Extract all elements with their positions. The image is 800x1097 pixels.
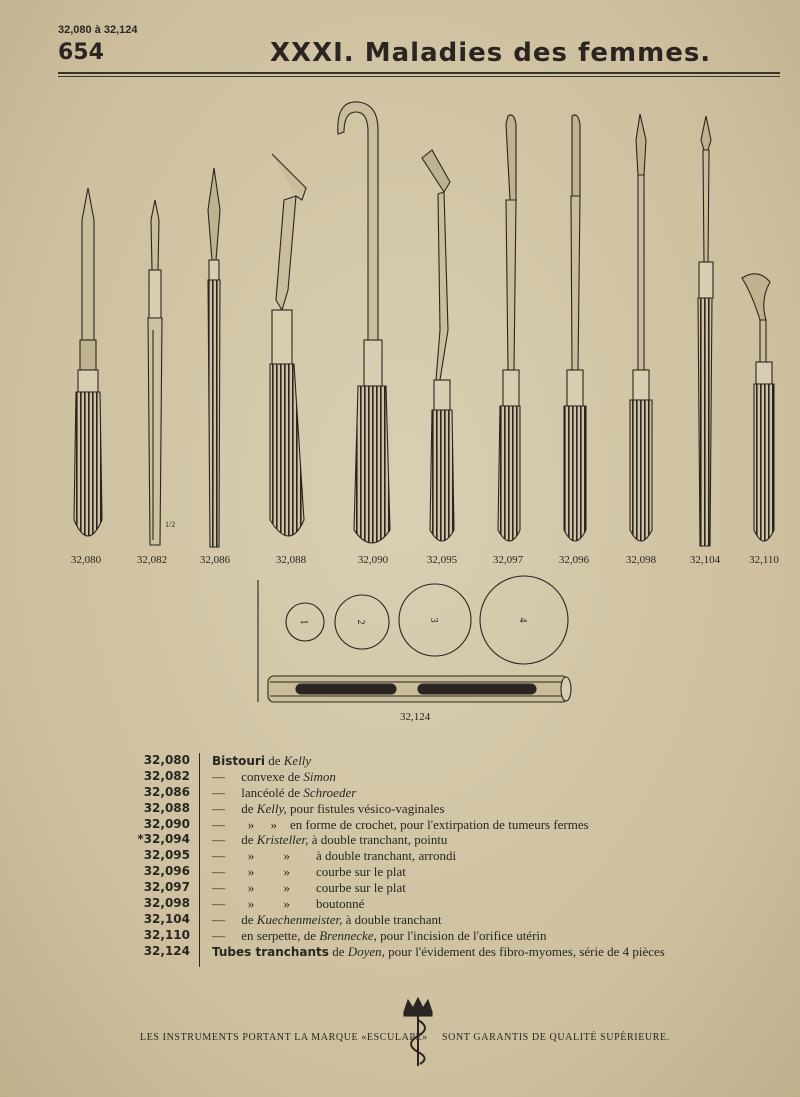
table-row [118, 944, 778, 960]
item-text: — lancéolé de [212, 784, 304, 800]
instrument-32098 [630, 114, 652, 541]
item-description [212, 864, 406, 880]
instrument-label: 32,088 [275, 554, 307, 566]
tube-number-3: 3 [428, 617, 439, 623]
item-author: Brennecke, [319, 927, 377, 943]
item-author: Kristeller, [256, 832, 309, 848]
item-number: 32,090 [143, 816, 190, 831]
item-text: — de [212, 832, 257, 848]
item-description [212, 912, 442, 928]
item-text-post: à double tranchant [342, 911, 442, 927]
item-author: Kelly, [256, 800, 287, 816]
item-text-post: pour fistules vésico-vaginales [286, 800, 445, 816]
item-text: de [264, 753, 284, 768]
item-text-post: pour l'évidement des fibro-myomes, série de 4 pièces [384, 943, 665, 959]
item-number: 32,104 [143, 911, 190, 926]
instrument-label: 32,104 [689, 554, 721, 566]
item-text: — de [212, 911, 257, 927]
item-description [212, 817, 589, 833]
item-author: Simon [303, 768, 336, 784]
item-description [212, 753, 311, 769]
instrument-label: 32,096 [558, 554, 590, 566]
table-row [118, 769, 778, 785]
instrument-label: 32,086 [199, 554, 231, 566]
footer-left: LES INSTRUMENTS PORTANT LA MARQUE «ESCULAPE» [140, 1032, 428, 1043]
item-description [212, 880, 406, 896]
table-row [118, 817, 778, 833]
item-text: — » » courbe sur le plat [212, 880, 406, 896]
table-row [118, 880, 778, 896]
item-text-post: à double tranchant, pointu [308, 832, 448, 848]
item-number: *32,094 [137, 832, 190, 847]
item-number: 32,095 [143, 848, 190, 863]
item-text-post: pour l'incision de l'orifice utérin [376, 927, 547, 943]
item-description [212, 832, 447, 848]
item-head: Tubes tranchants [212, 944, 329, 959]
catalog-table [118, 753, 778, 960]
item-number: 32,110 [143, 927, 190, 942]
table-row [118, 896, 778, 912]
table-row [118, 864, 778, 880]
item-description [212, 801, 445, 817]
item-author: Schroeder [303, 784, 357, 800]
item-text: de [328, 943, 348, 959]
table-row [118, 785, 778, 801]
table-row [118, 928, 778, 944]
tube-label: 32,124 [400, 711, 431, 723]
table-row [118, 801, 778, 817]
item-author: Kelly [283, 753, 312, 768]
instrument-32104 [698, 116, 713, 546]
item-text: — » » courbe sur le plat [212, 864, 406, 880]
instrument-label: 32,095 [426, 554, 458, 566]
instrument-32088 [270, 154, 306, 536]
table-row [118, 832, 778, 848]
table-row [118, 912, 778, 928]
item-number: 32,086 [143, 784, 190, 799]
item-description [212, 785, 356, 801]
item-description [212, 896, 364, 912]
item-description [212, 769, 336, 785]
instrument-label: 32,098 [625, 554, 657, 566]
item-author: Doyen, [347, 943, 385, 959]
footer-right: SONT GARANTIS DE QUALITÉ SUPÉRIEURE. [442, 1032, 670, 1043]
item-number: 32,088 [143, 800, 190, 815]
item-text: — de [212, 800, 257, 816]
scale-note: 1/2 [165, 520, 176, 529]
item-text: — » » en forme de crochet, pour l'extirpation de tumeurs fermes [212, 816, 589, 832]
table-row [118, 848, 778, 864]
item-number: 32,096 [143, 864, 190, 879]
item-author: Kuechenmeister, [256, 911, 343, 927]
item-number: 32,097 [143, 880, 190, 895]
instrument-label: 32,090 [357, 554, 389, 566]
item-number: 32,124 [143, 943, 190, 958]
item-head: Bistouri [212, 754, 265, 768]
tube-set-32124 [258, 576, 571, 702]
instrument-32110 [742, 274, 774, 541]
tube-number-1: 1 [298, 619, 309, 625]
instrument-32080 [74, 188, 102, 536]
instrument-32097 [498, 115, 520, 541]
instrument-32096 [564, 115, 586, 541]
item-text: — convexe de [212, 768, 304, 784]
instrument-32090 [338, 102, 390, 543]
instrument-label: 32,082 [136, 554, 168, 566]
instrument-label: 32,097 [492, 554, 524, 566]
page-number: 654 [58, 40, 104, 65]
table-row [118, 753, 778, 769]
instrument-label: 32,110 [749, 554, 779, 566]
item-text: — » » à double tranchant, arrondi [212, 848, 457, 864]
instrument-32095 [422, 150, 454, 541]
item-number: 32,098 [143, 896, 190, 911]
chapter-title: XXXI. Maladies des femmes. [270, 38, 712, 68]
page-range: 32,080 à 32,124 [58, 24, 138, 36]
tube-number-4: 4 [517, 617, 528, 623]
tube-number-2: 2 [355, 619, 366, 625]
item-description [212, 848, 456, 864]
item-number: 32,082 [143, 768, 190, 783]
instrument-label: 32,080 [70, 554, 102, 566]
instrument-32086 [208, 168, 220, 547]
item-description [212, 944, 665, 960]
item-number: 32,080 [143, 753, 190, 767]
item-text: — » » boutonné [212, 896, 365, 912]
item-description [212, 928, 547, 944]
item-text: — en serpette, de [212, 927, 320, 943]
instrument-32082 [148, 200, 162, 545]
